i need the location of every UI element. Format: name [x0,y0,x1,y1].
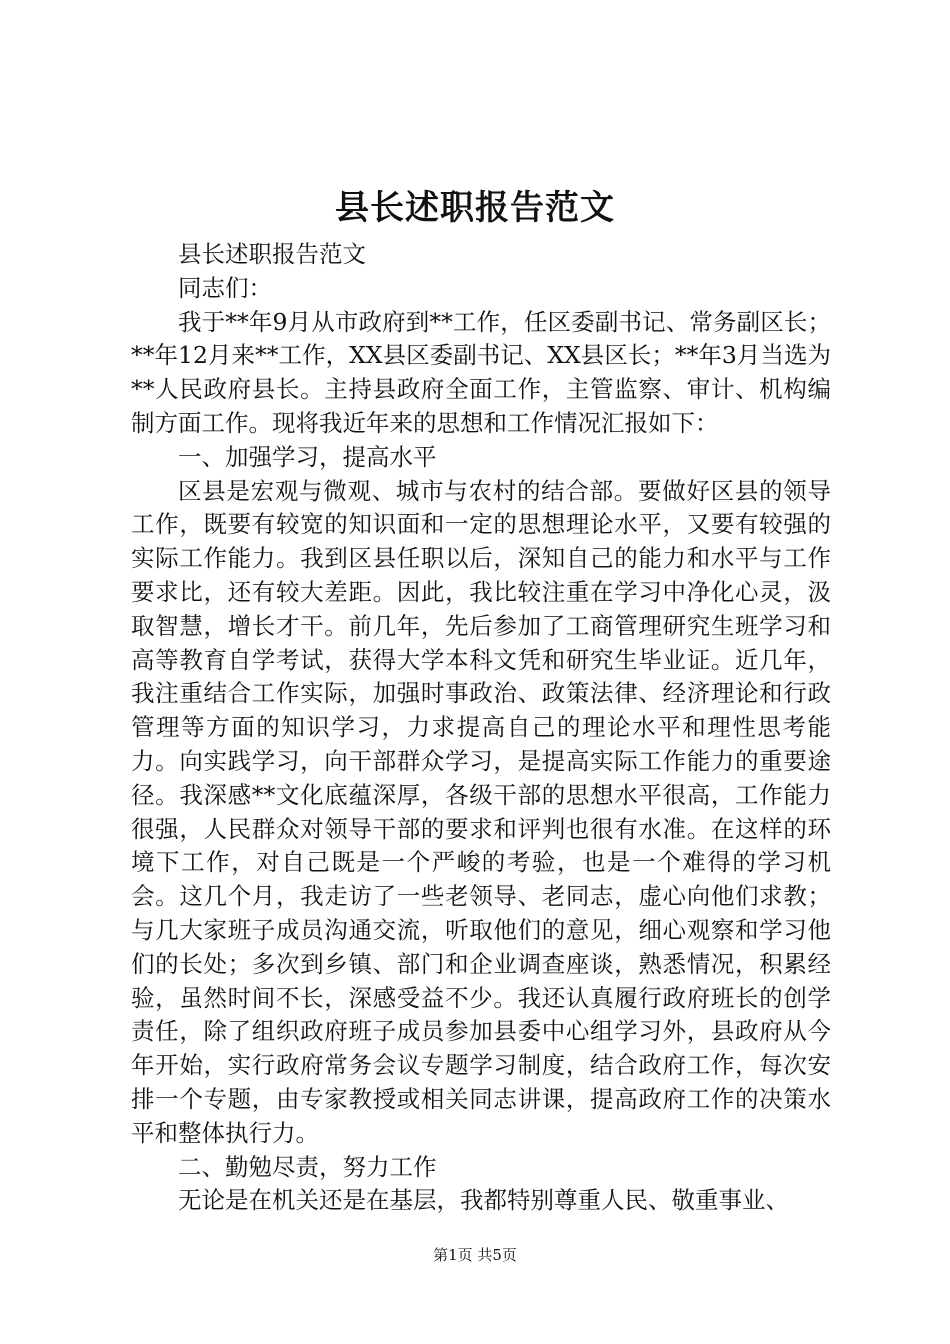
salutation: 同志们： [178,273,272,302]
paragraph-section-1: 区县是宏观与微观、城市与农村的结合部。要做好区县的领导工作，既要有较宽的知识面和一定的思想理论水平，又要有较强的实际工作能力。我到区县任职以后，深知自己的能力和水平与工作要求比，还有较大差距。因此，我比较注重在学习中净化心灵，汲取智慧，增长才干。前几年，先后参加了工商管理研究生班学习和高等教育自学考试，获得大学本科文凭和研究生毕业证。近几年，我注重结合工作实际，加强时事政治、政策法律、经济理论和行政管理等方面的知识学习，力求提高自己的理论水平和理性思考能力。向实践学习，向干部群众学习，是提高实际工作能力的重要途径。我深感**文化底蕴深厚，各级干部的思想水平很高，工作能力很强，人民群众对领导干部的要求和评判也很有水准。在这样的环境下工作，对自己既是一个严峻的考验，也是一个难得的学习机会。这几个月，我走访了一些老领导、老同志，虚心向他们求教；与几大家班子成员沟通交流，听取他们的意见，细心观察和学习他们的长处；多次到乡镇、部门和企业调查座谈，熟悉情况，积累经验，虽然时间不长，深感受益不少。我还认真履行政府班长的创学责任，除了组织政府班子成员参加县委中心组学习外，县政府从今年开始，实行政府常务会议专题学习制度，结合政府工作，每次安排一个专题，由专家教授或相关同志讲课，提高政府工作的决策水平和整体执行力。 [131,476,831,1147]
section-heading-2: 二、勤勉尽责，努力工作 [178,1152,437,1181]
document-title: 县长述职报告范文 [335,188,615,228]
subtitle-line: 县长述职报告范文 [178,240,366,268]
document-body [131,238,831,1218]
paragraph-intro: 我于**年9月从市政府到**工作，任区委副书记、常务副区长；**年12月来**工作，XX县区委副书记、XX县区长；**年3月当选为**人民政府县长。主持县政府全面工作，主管监察、审计、机构编制方面工作。现将我近年来的思想和工作情况汇报如下： [131,307,831,437]
paragraph-section-2: 无论是在机关还是在基层，我都特别尊重人民、敬重事业、 [178,1186,789,1215]
section-heading-1: 一、加强学习，提高水平 [178,442,437,471]
page-footer: 第1页 共5页 [433,1246,517,1264]
